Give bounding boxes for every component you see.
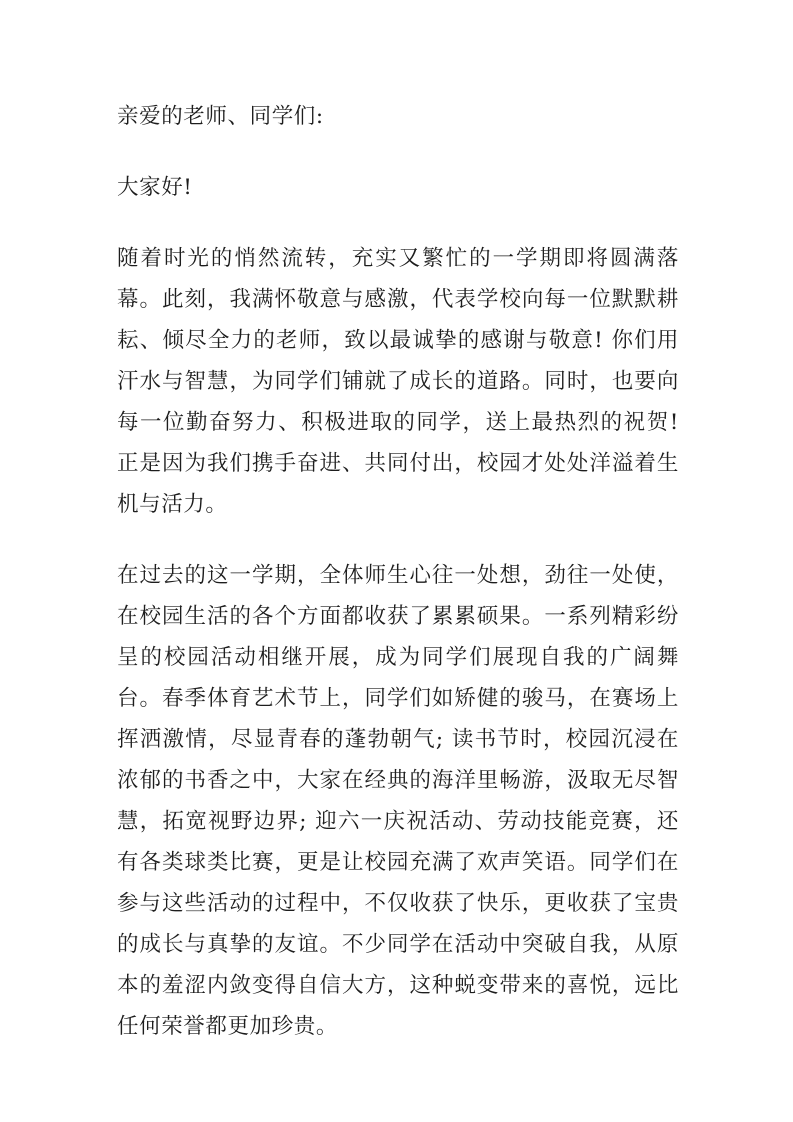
paragraph-body-2: 在过去的这一学期，全体师生心往一处想，劲往一处使，在校园生活的各个方面都收获了累累硕果。一系列精彩纷呈的校园活动相继开展，成为同学们展现自我的广阔舞台。春季体育艺术节上，同学们如矫健的骏马，在赛场上挥洒激情，尽显青春的蓬勃朝气; 读书节时，校园沉浸在浓郁的书香之中，大家在经典的海洋里畅游，汲取无尽智慧，拓宽视野边界; 迎六一庆祝活动、劳动技能竞赛，还有各类球类比赛，更是让校园充满了欢声笑语。同学们在参与这些活动的过程中，不仅收获了快乐，更收获了宝贵的成长与真挚的友谊。不少同学在活动中突破自我，从原本的羞涩内敛变得自信大方，这种蜕变带来的喜悦，远比任何荣誉都更加珍贵。 <box>117 563 679 1039</box>
paragraph-salutation: 亲爱的老师、同学们: <box>117 104 324 129</box>
document-text-body <box>117 96 679 1047</box>
paragraph-greeting: 大家好! <box>117 175 193 200</box>
paragraph-body-1: 随着时光的悄然流转，充实又繁忙的一学期即将圆满落幕。此刻，我满怀敬意与感激，代表学校向每一位默默耕耘、倾尽全力的老师，致以最诚挚的感谢与敬意! 你们用汗水与智慧，为同学们铺就了成长的道路。同时，也要向每一位勤奋努力、积极进取的同学，送上最热烈的祝贺! 正是因为我们携手奋进、共同付出，校园才处处洋溢着生机与活力。 <box>117 246 679 517</box>
